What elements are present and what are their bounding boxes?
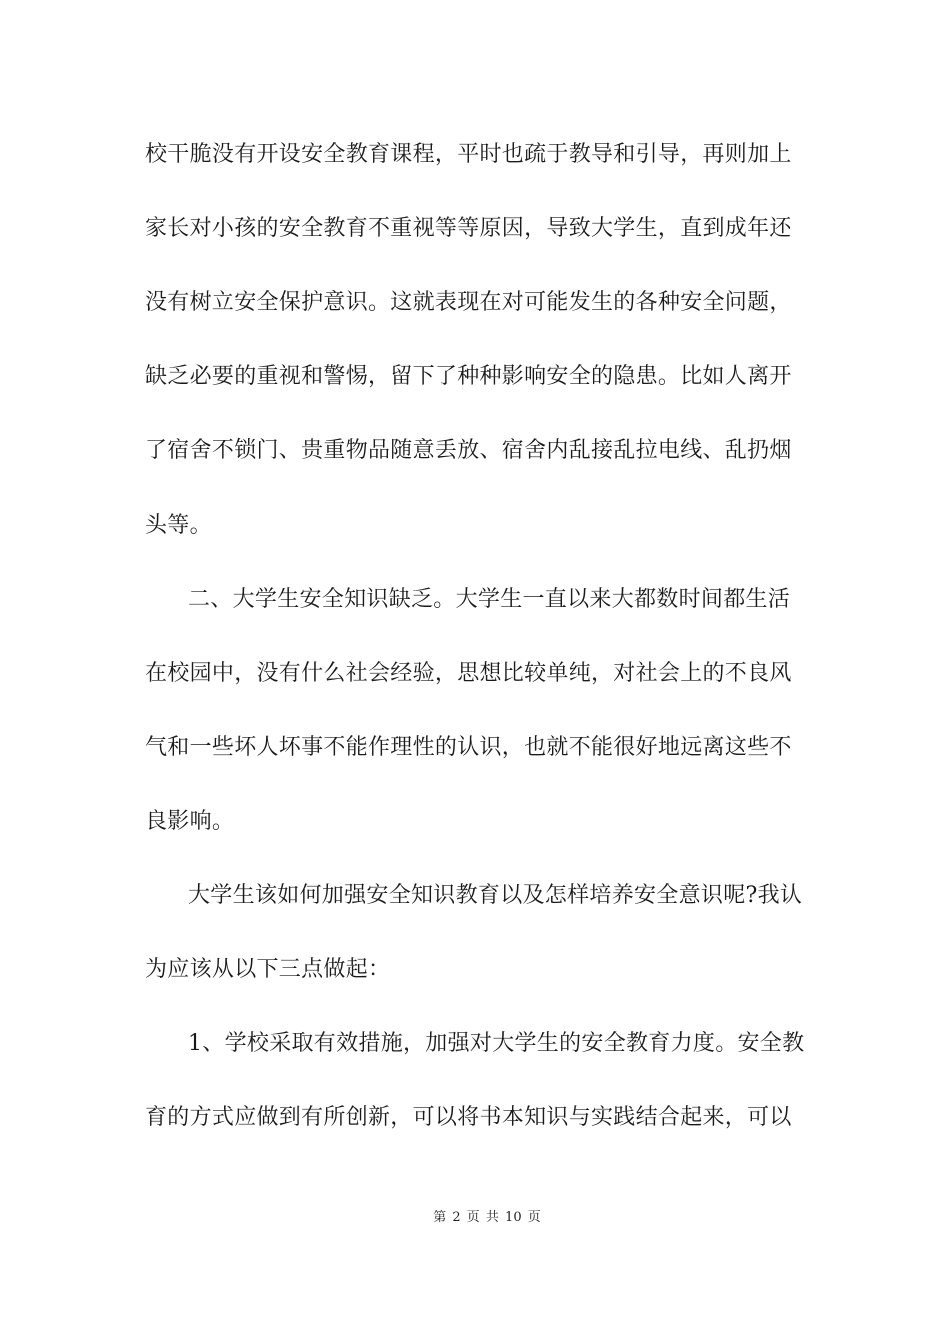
page-number-footer: 第 2 页 共 10 页 bbox=[433, 1210, 541, 1225]
body-text-line: 头等。 bbox=[145, 513, 212, 538]
body-text-line: 缺乏必要的重视和警惕，留下了种种影响安全的隐患。比如人离开 bbox=[145, 364, 792, 389]
body-text-line: 气和一些坏人坏事不能作理性的认识，也就不能很好地远离这些不 bbox=[145, 735, 792, 760]
body-text-line: 为应该从以下三点做起： bbox=[145, 957, 391, 982]
paragraph-start-line: 1、学校采取有效措施，加强对大学生的安全教育力度。安全教 bbox=[188, 1031, 805, 1056]
body-text-line: 育的方式应做到有所创新，可以将书本知识与实践结合起来，可以 bbox=[145, 1105, 792, 1130]
body-text-line: 了宿舍不锁门、贵重物品随意丢放、宿舍内乱接乱拉电线、乱扔烟 bbox=[145, 438, 792, 463]
body-text-line: 良影响。 bbox=[145, 809, 235, 834]
body-text-line: 校干脆没有开设安全教育课程，平时也疏于教导和引导，再则加上 bbox=[145, 142, 792, 167]
body-text-line: 没有树立安全保护意识。这就表现在对可能发生的各种安全问题， bbox=[145, 290, 792, 315]
paragraph-start-line: 大学生该如何加强安全知识教育以及怎样培养安全意识呢?我认 bbox=[188, 883, 803, 908]
paragraph-start-line: 二、大学生安全知识缺乏。大学生一直以来大都数时间都生活 bbox=[188, 587, 791, 612]
body-text-line: 家长对小孩的安全教育不重视等等原因，导致大学生，直到成年还 bbox=[145, 216, 792, 241]
body-text-line: 在校园中，没有什么社会经验，思想比较单纯，对社会上的不良风 bbox=[145, 661, 792, 686]
